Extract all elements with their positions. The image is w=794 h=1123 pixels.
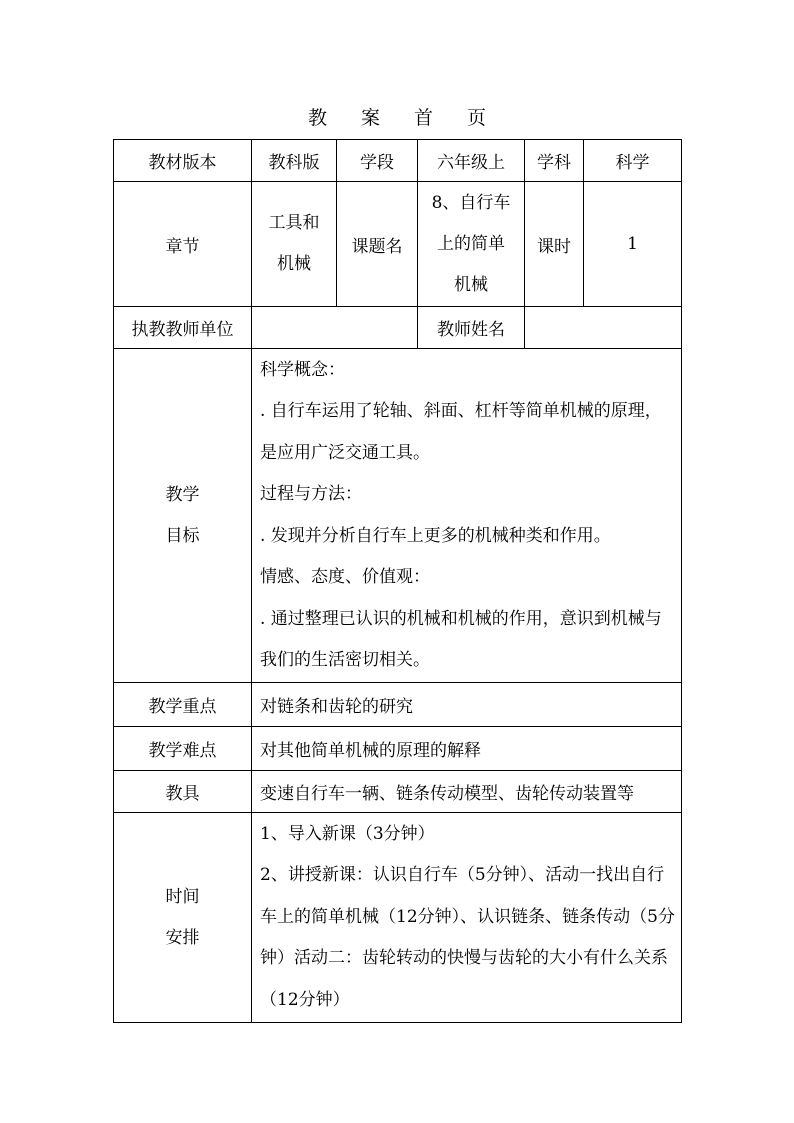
difficulties-label: 教学难点	[114, 727, 252, 771]
subject-label: 学科	[525, 140, 584, 182]
objective-paragraph: 情感、态度、价值观：	[260, 567, 430, 587]
textbook-version-value: 教科版	[252, 140, 337, 182]
chapter-value-line: 工具和	[268, 213, 320, 233]
schedule-label-line: 时间	[165, 886, 200, 907]
row-objectives	[114, 349, 682, 683]
difficulties-value: 对其他简单机械的原理的解释	[252, 727, 682, 771]
row-chapter	[114, 182, 682, 307]
objective-paragraph: 过程与方法：	[260, 484, 362, 504]
lesson-title-line: 上的简单	[437, 233, 505, 254]
lesson-title-label: 课题名	[337, 182, 418, 307]
chapter-label: 章节	[114, 182, 252, 307]
schedule-paragraph: 2、讲授新课：认识自行车（5分钟）、活动一找出自行车上的简单机械（12分钟）、认识链条、链条传动（5分钟）活动二：齿轮转动的快慢与齿轮的大小有什么关系（12分钟）	[260, 865, 675, 1010]
key-points-label: 教学重点	[114, 683, 252, 727]
lesson-plan-table	[113, 139, 682, 1023]
schedule-label-line: 安排	[165, 927, 200, 948]
chapter-value	[252, 182, 337, 307]
schedule-content	[252, 813, 682, 1023]
teacher-unit-value	[252, 307, 418, 349]
row-key-points	[114, 683, 682, 727]
lesson-title-line: 8、自行车	[431, 192, 511, 213]
objective-paragraph: . 自行车运用了轮轴、斜面、杠杆等简单机械的原理，是应用广泛交通工具。	[260, 401, 662, 463]
objectives-label	[114, 349, 252, 683]
teacher-name-value	[525, 307, 682, 349]
objective-paragraph: . 通过整理已认识的机械和机械的作用，意识到机械与我们的生活密切相关。	[260, 608, 662, 670]
schedule-label	[114, 813, 252, 1023]
objectives-content	[252, 349, 682, 683]
row-teacher	[114, 307, 682, 349]
teacher-unit-label: 执教教师单位	[114, 307, 252, 349]
row-difficulties	[114, 727, 682, 771]
period-label: 课时	[525, 182, 584, 307]
key-points-value: 对链条和齿轮的研究	[252, 683, 682, 727]
row-schedule	[114, 813, 682, 1023]
row-textbook	[114, 140, 682, 182]
objectives-label-line: 目标	[165, 525, 200, 546]
chapter-value-line: 机械	[277, 254, 311, 274]
objective-paragraph: . 发现并分析自行车上更多的机械种类和作用。	[260, 525, 611, 546]
objective-paragraph: 科学概念：	[260, 359, 345, 380]
lesson-title-line: 机械	[454, 274, 488, 295]
subject-value: 科学	[584, 140, 682, 182]
period-value: 1	[584, 182, 682, 307]
schedule-paragraph: 1、导入新课（3分钟）	[260, 823, 435, 844]
grade-value: 六年级上	[418, 140, 525, 182]
teaching-aids-value: 变速自行车一辆、链条传动模型、齿轮传动装置等	[252, 771, 682, 813]
row-teaching-aids	[114, 771, 682, 813]
teacher-name-label: 教师姓名	[418, 307, 525, 349]
textbook-version-label: 教材版本	[114, 140, 252, 182]
grade-label: 学段	[337, 140, 418, 182]
teaching-aids-label: 教具	[114, 771, 252, 813]
page-title: 教 案 首 页	[307, 107, 501, 129]
lesson-title-value	[418, 182, 525, 307]
objectives-label-line: 教学	[165, 484, 200, 505]
